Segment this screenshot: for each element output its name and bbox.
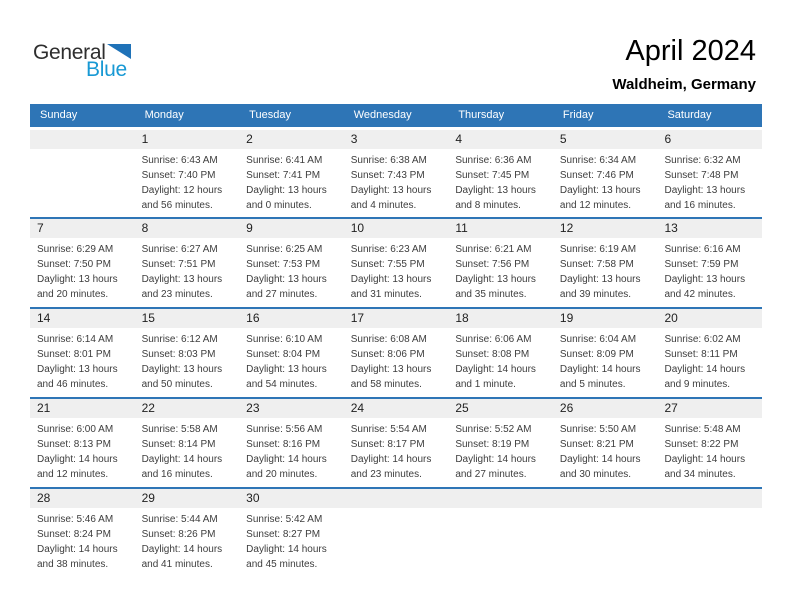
sun-info-line: Sunrise: 6:02 AM (664, 334, 741, 345)
sun-info-line: and 1 minute. (455, 379, 516, 390)
sun-info-line: Sunset: 8:01 PM (37, 349, 111, 360)
day-number: 22 (135, 399, 240, 418)
weekday-header-monday: Monday (144, 109, 184, 121)
sun-info-line: Sunrise: 5:52 AM (455, 424, 532, 435)
sun-info-line: Sunrise: 5:54 AM (350, 424, 427, 435)
sun-info-line: Sunset: 8:26 PM (141, 529, 216, 540)
week-row-5 (30, 487, 762, 577)
sun-times (553, 149, 658, 213)
day-cell-18 (448, 309, 553, 397)
sun-info-line: Daylight: 13 hours (455, 274, 536, 285)
sun-times (553, 328, 658, 392)
sun-info-line: Daylight: 14 hours (350, 454, 432, 465)
sun-times (239, 328, 344, 392)
weekday-header-row (30, 104, 762, 127)
day-number: 21 (30, 399, 135, 418)
day-cell-28 (30, 489, 135, 577)
sun-info-line: Daylight: 13 hours (141, 274, 223, 285)
sun-info-line: and 34 minutes. (664, 469, 736, 480)
day-cell-13 (657, 219, 762, 307)
logo-blue-label: Blue (86, 58, 127, 81)
sun-info-line: Sunrise: 6:29 AM (37, 244, 114, 255)
sun-times (30, 238, 135, 302)
sun-info-line: Daylight: 14 hours (141, 454, 223, 465)
day-cell-21 (30, 399, 135, 487)
day-number: 30 (239, 489, 344, 508)
day-cell-6 (657, 130, 762, 217)
sun-info-line: Sunset: 8:08 PM (455, 349, 530, 360)
sun-info-line: Sunset: 8:06 PM (350, 349, 425, 360)
day-cell-7 (30, 219, 135, 307)
sun-info-line: Daylight: 14 hours (246, 544, 327, 555)
day-cell-17 (344, 309, 449, 397)
sun-times (657, 238, 762, 302)
sun-times (448, 238, 553, 302)
day-number (553, 489, 658, 508)
sun-info-line: Sunset: 7:41 PM (246, 170, 321, 181)
day-number (657, 489, 762, 508)
sun-times (135, 508, 240, 572)
day-number: 26 (553, 399, 658, 418)
day-number (30, 130, 135, 149)
sun-info-line: Sunset: 7:53 PM (246, 259, 321, 270)
day-number: 6 (657, 130, 762, 149)
sun-times (239, 149, 344, 213)
location-subtitle: Waldheim, Germany (612, 76, 756, 93)
sun-info-line: Sunrise: 6:19 AM (559, 244, 637, 255)
sun-info-line: Sunrise: 5:48 AM (664, 424, 741, 435)
day-number: 23 (239, 399, 344, 418)
sun-times (657, 149, 762, 213)
sun-info-line: Daylight: 14 hours (455, 364, 536, 375)
sun-info-line: Sunrise: 5:50 AM (559, 424, 637, 435)
sun-info-line: Sunset: 8:16 PM (246, 439, 321, 450)
day-cell-2 (239, 130, 344, 217)
sun-info-line: and 9 minutes. (664, 379, 731, 390)
sun-info-line: Sunset: 8:24 PM (37, 529, 111, 540)
week-row-3 (30, 307, 762, 397)
sun-info-line: Sunrise: 5:46 AM (37, 514, 114, 525)
day-number: 8 (135, 219, 240, 238)
sun-info-line: and 38 minutes. (37, 559, 109, 570)
sun-info-line: Daylight: 13 hours (455, 185, 536, 196)
sun-info-line: Sunrise: 6:08 AM (350, 334, 427, 345)
day-number: 15 (135, 309, 240, 328)
sun-info-line: and 12 minutes. (559, 200, 632, 211)
sun-info-line: Sunrise: 5:56 AM (246, 424, 323, 435)
sun-info-line: and 39 minutes. (559, 289, 632, 300)
day-cell-30 (239, 489, 344, 577)
sun-info-line: Sunrise: 6:04 AM (559, 334, 637, 345)
sun-info-line: Sunset: 8:14 PM (141, 439, 216, 450)
sun-info-line: Sunset: 7:58 PM (559, 259, 634, 270)
sun-info-line: and 58 minutes. (350, 379, 422, 390)
day-number: 17 (344, 309, 449, 328)
sun-info-line: and 20 minutes. (37, 289, 109, 300)
sun-info-line: and 0 minutes. (246, 200, 312, 211)
day-cell-23 (239, 399, 344, 487)
sun-info-line: Sunrise: 6:23 AM (350, 244, 427, 255)
sun-times (553, 238, 658, 302)
day-number: 24 (344, 399, 449, 418)
sun-info-line: Daylight: 13 hours (559, 185, 641, 196)
day-cell-empty (30, 130, 135, 217)
monthly-calendar (30, 104, 762, 577)
sun-info-line: Sunset: 8:17 PM (350, 439, 425, 450)
day-cell-20 (657, 309, 762, 397)
sun-info-line: Sunset: 8:04 PM (246, 349, 321, 360)
sun-info-line: Daylight: 13 hours (37, 364, 118, 375)
day-cell-26 (553, 399, 658, 487)
weekday-header-tuesday: Tuesday (249, 109, 291, 121)
sun-info-line: Sunrise: 6:25 AM (246, 244, 323, 255)
day-cell-empty (553, 489, 658, 577)
day-cell-27 (657, 399, 762, 487)
sun-info-line: Daylight: 13 hours (246, 274, 327, 285)
sun-info-line: Sunset: 8:03 PM (141, 349, 216, 360)
sun-info-line: Sunset: 7:43 PM (350, 170, 425, 181)
sun-info-line: Sunset: 7:50 PM (37, 259, 111, 270)
sun-info-line: Sunrise: 6:34 AM (559, 155, 637, 166)
sun-info-line: Sunrise: 6:21 AM (455, 244, 532, 255)
sun-info-line: Daylight: 13 hours (141, 364, 223, 375)
sun-info-line: Daylight: 13 hours (559, 274, 641, 285)
sun-times (135, 238, 240, 302)
day-number: 7 (30, 219, 135, 238)
weekday-header-wednesday: Wednesday (353, 109, 412, 121)
sun-info-line: and 42 minutes. (664, 289, 736, 300)
sun-times (448, 149, 553, 213)
day-number: 14 (30, 309, 135, 328)
sun-times (344, 328, 449, 392)
sun-times (448, 328, 553, 392)
sun-info-line: Daylight: 13 hours (664, 185, 746, 196)
day-cell-29 (135, 489, 240, 577)
sun-info-line: Sunset: 7:56 PM (455, 259, 530, 270)
day-number: 16 (239, 309, 344, 328)
sun-info-line: and 27 minutes. (455, 469, 527, 480)
sun-info-line: Sunrise: 6:10 AM (246, 334, 323, 345)
day-number: 25 (448, 399, 553, 418)
sun-times (553, 508, 658, 512)
sun-info-line: Daylight: 14 hours (37, 544, 118, 555)
sun-info-line: Daylight: 14 hours (559, 454, 641, 465)
week-row-2 (30, 217, 762, 307)
week-row-4 (30, 397, 762, 487)
day-number: 10 (344, 219, 449, 238)
sun-info-line: Daylight: 13 hours (350, 274, 432, 285)
sun-info-line: Daylight: 14 hours (246, 454, 327, 465)
day-cell-12 (553, 219, 658, 307)
sun-info-line: Sunset: 8:22 PM (664, 439, 739, 450)
sun-info-line: Daylight: 12 hours (141, 185, 223, 196)
day-number: 9 (239, 219, 344, 238)
day-number: 18 (448, 309, 553, 328)
sun-times (30, 418, 135, 482)
sun-info-line: and 8 minutes. (455, 200, 521, 211)
day-cell-25 (448, 399, 553, 487)
sun-times (344, 149, 449, 213)
sun-times (657, 328, 762, 392)
sun-info-line: Daylight: 14 hours (664, 364, 746, 375)
sun-info-line: Daylight: 14 hours (455, 454, 536, 465)
sun-info-line: and 31 minutes. (350, 289, 422, 300)
sun-info-line: Daylight: 14 hours (141, 544, 223, 555)
sun-info-line: Daylight: 13 hours (246, 185, 327, 196)
sun-info-line: Sunset: 8:13 PM (37, 439, 111, 450)
sun-info-line: Sunrise: 6:38 AM (350, 155, 427, 166)
sun-info-line: Daylight: 13 hours (350, 364, 432, 375)
sun-info-line: Sunset: 7:51 PM (141, 259, 216, 270)
sun-times (448, 418, 553, 482)
sun-info-line: Sunset: 7:46 PM (559, 170, 634, 181)
general-blue-logo (33, 41, 131, 82)
day-cell-empty (657, 489, 762, 577)
sun-info-line: and 30 minutes. (559, 469, 632, 480)
sun-info-line: Sunrise: 5:44 AM (141, 514, 218, 525)
sun-info-line: Sunset: 7:59 PM (664, 259, 739, 270)
sun-info-line: and 27 minutes. (246, 289, 318, 300)
sun-info-line: Sunrise: 6:14 AM (37, 334, 114, 345)
sun-times (30, 149, 135, 153)
sun-info-line: Daylight: 13 hours (37, 274, 118, 285)
logo-general-label: General (33, 41, 106, 64)
sun-info-line: Sunrise: 6:12 AM (141, 334, 218, 345)
sun-info-line: and 12 minutes. (37, 469, 109, 480)
sun-info-line: Sunrise: 6:43 AM (141, 155, 218, 166)
sun-times (30, 508, 135, 572)
sun-info-line: Sunrise: 6:06 AM (455, 334, 532, 345)
day-number: 2 (239, 130, 344, 149)
day-number: 5 (553, 130, 658, 149)
weekday-header-saturday: Saturday (667, 109, 712, 121)
sun-info-line: Sunset: 8:19 PM (455, 439, 530, 450)
day-cell-15 (135, 309, 240, 397)
sun-info-line: Sunrise: 6:32 AM (664, 155, 741, 166)
sun-info-line: and 35 minutes. (455, 289, 527, 300)
day-number (344, 489, 449, 508)
day-cell-9 (239, 219, 344, 307)
sun-times (657, 508, 762, 512)
sun-times (657, 418, 762, 482)
sun-info-line: and 45 minutes. (246, 559, 318, 570)
day-number: 4 (448, 130, 553, 149)
sun-info-line: and 20 minutes. (246, 469, 318, 480)
sun-info-line: and 23 minutes. (350, 469, 422, 480)
sun-info-line: and 54 minutes. (246, 379, 318, 390)
sun-info-line: and 46 minutes. (37, 379, 109, 390)
sun-info-line: and 41 minutes. (141, 559, 213, 570)
sun-info-line: Sunrise: 5:42 AM (246, 514, 323, 525)
day-cell-3 (344, 130, 449, 217)
sun-info-line: and 16 minutes. (664, 200, 736, 211)
day-cell-empty (344, 489, 449, 577)
day-number: 27 (657, 399, 762, 418)
day-number: 13 (657, 219, 762, 238)
day-cell-16 (239, 309, 344, 397)
sun-info-line: Sunset: 8:09 PM (559, 349, 634, 360)
sun-times (344, 418, 449, 482)
sun-info-line: Daylight: 13 hours (350, 185, 432, 196)
day-number: 3 (344, 130, 449, 149)
day-cell-4 (448, 130, 553, 217)
sun-times (135, 418, 240, 482)
sun-info-line: Sunrise: 6:36 AM (455, 155, 532, 166)
day-number: 11 (448, 219, 553, 238)
sun-info-line: and 16 minutes. (141, 469, 213, 480)
sun-info-line: and 4 minutes. (350, 200, 417, 211)
sun-info-line: and 56 minutes. (141, 200, 213, 211)
sun-info-line: Sunrise: 6:00 AM (37, 424, 114, 435)
sun-times (135, 328, 240, 392)
sun-info-line: Daylight: 14 hours (559, 364, 641, 375)
day-cell-10 (344, 219, 449, 307)
sun-info-line: Daylight: 13 hours (246, 364, 327, 375)
sun-info-line: Sunrise: 6:27 AM (141, 244, 218, 255)
day-cell-8 (135, 219, 240, 307)
sun-info-line: Sunrise: 5:58 AM (141, 424, 218, 435)
sun-info-line: Sunset: 8:27 PM (246, 529, 321, 540)
day-cell-5 (553, 130, 658, 217)
day-cell-empty (448, 489, 553, 577)
sun-info-line: and 5 minutes. (559, 379, 626, 390)
day-cell-24 (344, 399, 449, 487)
day-number: 20 (657, 309, 762, 328)
sun-info-line: Sunset: 8:11 PM (664, 349, 738, 360)
day-number: 29 (135, 489, 240, 508)
day-number (448, 489, 553, 508)
sun-info-line: and 50 minutes. (141, 379, 213, 390)
title-block (612, 34, 756, 93)
sun-times (239, 238, 344, 302)
sun-info-line: Sunset: 7:55 PM (350, 259, 425, 270)
sun-times (553, 418, 658, 482)
logo-triangle-icon (107, 44, 131, 59)
weekday-header-thursday: Thursday (458, 109, 505, 121)
sun-info-line: Sunrise: 6:41 AM (246, 155, 323, 166)
sun-times (135, 149, 240, 213)
day-number: 19 (553, 309, 658, 328)
sun-times (239, 418, 344, 482)
day-cell-1 (135, 130, 240, 217)
sun-info-line: Sunset: 7:40 PM (141, 170, 216, 181)
day-cell-22 (135, 399, 240, 487)
weeks-container (30, 127, 762, 577)
sun-info-line: Sunrise: 6:16 AM (664, 244, 741, 255)
sun-info-line: Daylight: 14 hours (664, 454, 746, 465)
day-number: 1 (135, 130, 240, 149)
sun-info-line: Daylight: 13 hours (664, 274, 746, 285)
day-number: 12 (553, 219, 658, 238)
sun-info-line: Daylight: 14 hours (37, 454, 118, 465)
sun-times (448, 508, 553, 512)
sun-times (344, 508, 449, 512)
day-cell-14 (30, 309, 135, 397)
day-number: 28 (30, 489, 135, 508)
day-cell-11 (448, 219, 553, 307)
sun-info-line: Sunset: 8:21 PM (559, 439, 634, 450)
month-title: April 2024 (625, 35, 756, 67)
weekday-header-friday: Friday (562, 109, 594, 121)
week-row-1 (30, 127, 762, 217)
day-cell-19 (553, 309, 658, 397)
sun-info-line: and 23 minutes. (141, 289, 213, 300)
sun-info-line: Sunset: 7:45 PM (455, 170, 530, 181)
weekday-header-sunday: Sunday (40, 109, 78, 121)
sun-times (239, 508, 344, 572)
sun-info-line: Sunset: 7:48 PM (664, 170, 739, 181)
sun-times (30, 328, 135, 392)
sun-times (344, 238, 449, 302)
